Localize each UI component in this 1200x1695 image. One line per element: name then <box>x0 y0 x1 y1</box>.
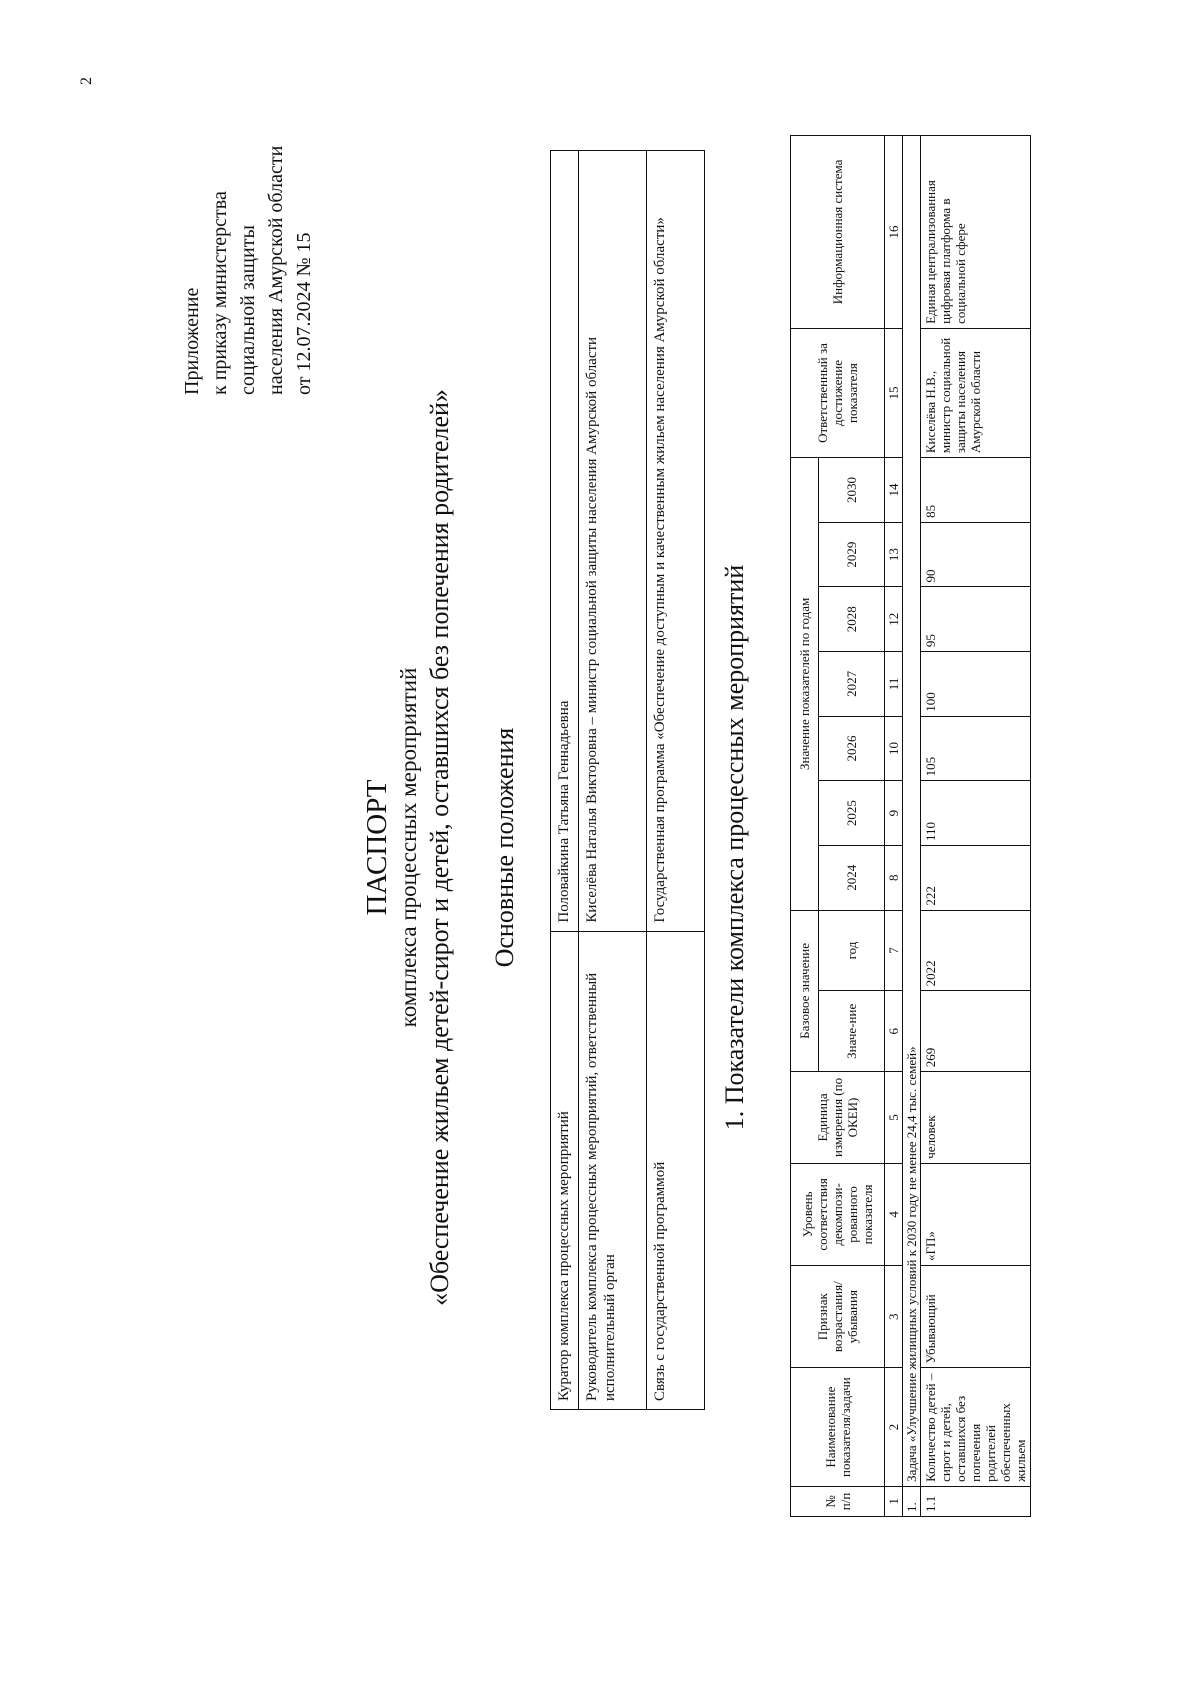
column-number: 16 <box>885 136 903 329</box>
column-number: 12 <box>885 587 903 652</box>
year-value: 100 <box>921 652 1031 717</box>
row-label: Куратор комплекса процессных мероприятий <box>551 931 579 1409</box>
header-year: 2027 <box>819 652 885 717</box>
row-value: Киселёва Наталья Викторовна – министр социальной защиты населения Амурской области <box>579 151 647 932</box>
document-title <box>360 100 456 1595</box>
year-value: 110 <box>921 781 1031 846</box>
task-text: Задача «Улучшение жилищных условий к 2030 году не менее 24,4 тыс. семей» <box>903 136 921 1487</box>
task-number: 1. <box>903 1486 921 1516</box>
table-row <box>579 151 647 1410</box>
header-year: 2030 <box>819 458 885 523</box>
column-number: 4 <box>885 1163 903 1265</box>
header-system: Информационная система <box>791 136 885 329</box>
column-number: 10 <box>885 716 903 781</box>
header-responsible: Ответственный за достижение показателя <box>791 328 885 457</box>
header-year: 2026 <box>819 716 885 781</box>
title-program-name: «Обеспечение жильем детей-сирот и детей, оставшихся без попечения родителей» <box>425 389 454 1306</box>
column-number: 8 <box>885 845 903 910</box>
column-number: 6 <box>885 991 903 1072</box>
year-value: 105 <box>921 716 1031 781</box>
task-row <box>903 136 921 1517</box>
appendix-line: от 12.07.2024 № 15 <box>293 232 315 395</box>
header-base: Базовое значение <box>791 910 819 1072</box>
table-row <box>551 151 579 1410</box>
table-row <box>647 151 705 1410</box>
title-passport: ПАСПОРТ <box>361 779 393 916</box>
row-number: 1.1 <box>921 1486 1031 1516</box>
column-number: 14 <box>885 458 903 523</box>
header-year: 2024 <box>819 845 885 910</box>
table-row <box>921 136 1031 1517</box>
year-value: 90 <box>921 522 1031 587</box>
row-label: Руководитель комплекса процессных мероприятий, ответственный исполнительный орган <box>579 931 647 1409</box>
appendix-line: социальной защиты <box>237 225 259 395</box>
row-label: Связь с государственной программой <box>647 931 705 1409</box>
header-year: 2025 <box>819 781 885 846</box>
column-number: 9 <box>885 781 903 846</box>
appendix-block <box>178 146 318 395</box>
appendix-line: к приказу министерства <box>209 191 231 395</box>
header-base-value: Значе-ние <box>819 991 885 1072</box>
header-num: № п/п <box>791 1486 885 1516</box>
indicators-table <box>790 135 1031 1517</box>
header-level: Уровень соответствия декомпози-рованного показателя <box>791 1163 885 1265</box>
indicator-unit: человек <box>921 1072 1031 1164</box>
column-number: 13 <box>885 522 903 587</box>
row-value: Половайкина Татьяна Геннадьевна <box>551 151 579 932</box>
year-value: 85 <box>921 458 1031 523</box>
column-number: 1 <box>885 1486 903 1516</box>
base-year: 2022 <box>921 910 1031 991</box>
column-number: 15 <box>885 328 903 457</box>
header-unit: Единица измерения (по ОКЕИ) <box>791 1072 885 1164</box>
column-number: 3 <box>885 1266 903 1368</box>
page-number: 2 <box>78 77 95 85</box>
appendix-line: Приложение <box>181 287 203 395</box>
information-system: Единая централизованная цифровая платформа в социальной сфере <box>921 136 1031 329</box>
column-number: 5 <box>885 1072 903 1164</box>
section-indicators-heading: 1. Показатели комплекса процессных мероприятий <box>720 564 749 1131</box>
year-value: 95 <box>921 587 1031 652</box>
row-value: Государственная программа «Обеспечение доступным и качественным жильем населения Амурской области» <box>647 151 705 932</box>
basic-provisions-table <box>550 150 705 1410</box>
indicator-sign: Убывающий <box>921 1266 1031 1368</box>
header-base-year: год <box>819 910 885 991</box>
header-row <box>791 136 819 1517</box>
column-numbers-row <box>885 136 903 1517</box>
indicator-level: «ГП» <box>921 1163 1031 1265</box>
header-years-group: Значение показателей по годам <box>791 458 819 910</box>
year-value: 222 <box>921 845 1031 910</box>
section-basic-heading: Основные положения <box>490 727 519 968</box>
column-number: 7 <box>885 910 903 991</box>
header-name: Наименование показателя/задачи <box>791 1368 885 1486</box>
indicator-name: Количество детей – сирот и детей, оставшихся без попечения родителей обеспеченных жильем <box>921 1368 1031 1486</box>
appendix-line: населения Амурской области <box>265 145 287 395</box>
header-year: 2028 <box>819 587 885 652</box>
title-subtitle: комплекса процессных мероприятий <box>396 667 421 1028</box>
base-value: 269 <box>921 991 1031 1072</box>
header-year: 2029 <box>819 522 885 587</box>
header-sign: Признак возрастания/ убывания <box>791 1266 885 1368</box>
responsible-person: Киселёва Н.В., министр социальной защиты населения Амурской области <box>921 328 1031 457</box>
column-number: 11 <box>885 652 903 717</box>
column-number: 2 <box>885 1368 903 1486</box>
